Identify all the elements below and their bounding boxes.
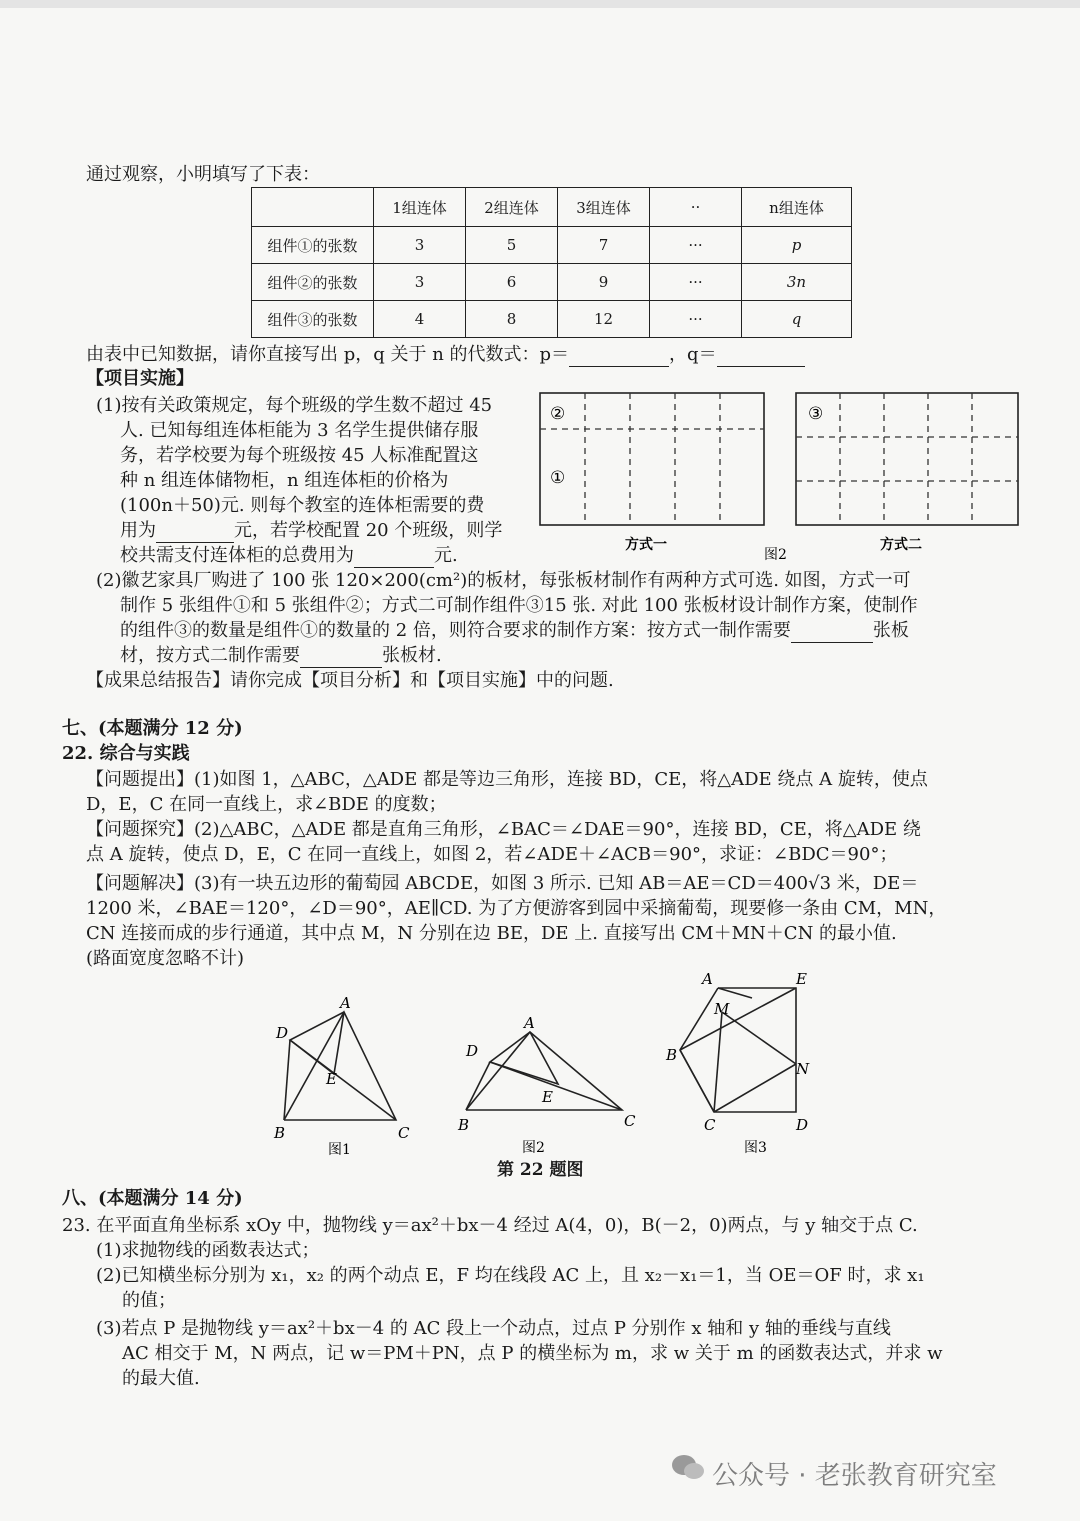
point-label: E [796, 970, 807, 988]
q23-line: (1)求抛物线的函数表达式； [96, 1240, 320, 1261]
impl1-text: 元. [434, 545, 458, 566]
impl2-text: 张板材. [382, 645, 442, 666]
impl2-text: 张板 [872, 620, 909, 641]
answer-blank [791, 624, 873, 643]
table-cell: 9 [558, 264, 650, 301]
table-cell: ··· [650, 264, 742, 301]
table-cell: ··· [650, 227, 742, 264]
answer-blank [354, 549, 434, 568]
table-row [252, 227, 852, 264]
point-label: E [542, 1088, 553, 1106]
table-row [252, 301, 852, 338]
table-cell: 组件②的张数 [252, 264, 374, 301]
table-cell: q [742, 301, 852, 338]
section-7-heading: 七、(本题满分 12 分) [62, 718, 243, 739]
table-cell: 7 [558, 227, 650, 264]
section-8-heading: 八、(本题满分 14 分) [62, 1188, 243, 1209]
figure-2-right-triangles [454, 1012, 644, 1182]
top-strip [0, 0, 1080, 8]
q23-line: 的值； [122, 1290, 176, 1311]
impl2-text: 材，按方式二制作需要 [120, 645, 300, 666]
impl2-text: 的组件③的数量是组件①的数量的 2 倍，则符合要求的制作方案：按方式一制作需要 [120, 620, 791, 641]
table-cell: 3 [374, 227, 466, 264]
table-cell: 3组连体 [558, 188, 650, 227]
impl1-line [120, 543, 458, 568]
table-cell: ··· [650, 301, 742, 338]
impl2-line: (2)徽艺家具厂购进了 100 张 120×200(cm²)的板材，每张板材制作有两种方式可选. 如图，方式一可 [96, 570, 911, 591]
table-cell: 2组连体 [466, 188, 558, 227]
impl1-line: (100n＋50)元. 则每个教室的连体柜需要的费 [120, 495, 485, 516]
table-cell: 3n [742, 264, 852, 301]
figure-3-pentagon-vineyard [662, 968, 832, 1158]
impl2-line [120, 618, 909, 643]
table-header-row [252, 188, 852, 227]
impl1-line: (1)按有关政策规定，每个班级的学生数不超过 45 [96, 395, 493, 416]
table-cell: ·· [650, 188, 742, 227]
point-label: B [666, 1046, 678, 1064]
point-label: M [714, 1000, 730, 1018]
answer-blank [156, 524, 234, 543]
impl1-line: 种 n 组连体储物柜，n 组连体柜的价格为 [120, 470, 449, 491]
fig2-caption: 图2 [764, 547, 787, 563]
table-cell: 组件③的张数 [252, 301, 374, 338]
impl1-text: 校共需支付连体柜的总费用为 [120, 545, 354, 566]
fig3-caption: 图3 [744, 1140, 767, 1156]
point-label: C [624, 1112, 636, 1130]
table-cell: 组件①的张数 [252, 227, 374, 264]
point-label: D [276, 1024, 289, 1042]
table-cell: n组连体 [742, 188, 852, 227]
point-label: C [398, 1124, 410, 1142]
q23-line: 的最大值. [122, 1368, 200, 1389]
point-label: N [796, 1060, 810, 1078]
wechat-logo-icon [670, 1452, 706, 1482]
impl1-text: 元，若学校配置 20 个班级，则学 [234, 520, 503, 541]
fig2-mark-3: ③ [808, 404, 824, 424]
fig2-label-method1: 方式一 [625, 537, 667, 553]
table-cell: 5 [466, 227, 558, 264]
q22-line: D，E，C 在同一直线上，求∠BDE 的度数； [86, 794, 447, 815]
summary-line: 【成果总结报告】请你完成【项目分析】和【项目实施】中的问题. [86, 670, 614, 691]
fig1-caption: 图1 [328, 1142, 351, 1158]
point-label: B [274, 1124, 286, 1142]
watermark-text: 公众号 · 老张教育研究室 [712, 1461, 997, 1491]
q23-line: (3)若点 P 是抛物线 y＝ax²＋bx－4 的 AC 段上一个动点，过点 P 分别作 x 轴和 y 轴的垂线与直线 [96, 1318, 891, 1339]
table-row [252, 264, 852, 301]
point-label: D [466, 1042, 479, 1060]
table-cell: 1组连体 [374, 188, 466, 227]
table-cell: 3 [374, 264, 466, 301]
impl1-text: 用为 [120, 520, 156, 541]
answer-blank [300, 649, 382, 668]
answer-blank-q [717, 348, 805, 367]
q23-line: (2)已知横坐标分别为 x₁，x₂ 的两个动点 E，F 均在线段 AC 上，且 x₂－x₁＝1，当 OE＝OF 时，求 x₁ [96, 1265, 925, 1286]
q22-line: 【问题提出】(1)如图 1，△ABC，△ADE 都是等边三角形，连接 BD，CE，将△ADE 绕点 A 旋转，使点 [86, 769, 928, 790]
impl1-line: 人. 已知每组连体柜能为 3 名学生提供储存服 [120, 420, 479, 441]
q22-line: 点 A 旋转，使点 D，E，C 在同一直线上，如图 2，若∠ADE＋∠ACB＝90°，求证：∠BDC＝90°； [86, 844, 898, 865]
fig2-mark-1: ① [550, 468, 566, 488]
fig2-mark-2: ② [550, 404, 566, 424]
impl2-line [120, 643, 442, 668]
q22-line: CN 连接而成的步行通道，其中点 M，N 分别在边 BE，DE 上. 直接写出 CM＋MN＋CN 的最小值. [86, 923, 897, 944]
point-label: A [524, 1014, 535, 1032]
point-label: A [340, 994, 351, 1012]
point-label: A [702, 970, 713, 988]
fig2-label-method2: 方式二 [880, 537, 922, 553]
q-prompt: ，q＝ [669, 344, 717, 365]
q23-line: AC 相交于 M，N 两点，记 w＝PM＋PN，点 P 的横坐标为 m，求 w 关于 m 的函数表达式，并求 w [122, 1343, 943, 1364]
fig2q22-caption: 图2 [522, 1140, 545, 1156]
impl1-line: 务，若学校要为每个班级按 45 人标准配置这 [120, 445, 479, 466]
q22-figure-caption: 第 22 题图 [497, 1160, 584, 1180]
pq-prompt: 由表中已知数据，请你直接写出 p，q 关于 n 的代数式：p＝ [86, 344, 570, 365]
q22-title: 22. 综合与实践 [62, 743, 190, 764]
q22-line: 【问题解决】(3)有一块五边形的葡萄园 ABCDE，如图 3 所示. 已知 AB＝AE＝CD＝400√3 米，DE＝ [86, 873, 919, 894]
table-cell: 4 [374, 301, 466, 338]
figure-2-cutting-methods [530, 385, 1050, 565]
point-label: C [704, 1116, 716, 1134]
pq-question [86, 342, 805, 367]
point-label: D [796, 1116, 809, 1134]
table-cell: p [742, 227, 852, 264]
point-label: B [458, 1116, 470, 1134]
q22-line: 【问题探究】(2)△ABC，△ADE 都是直角三角形，∠BAC＝∠DAE＝90°，连接 BD，CE，将△ADE 绕 [86, 819, 921, 840]
impl1-line [120, 518, 502, 543]
table-cell: 8 [466, 301, 558, 338]
q22-line: (路面宽度忽略不计) [86, 948, 245, 969]
q23-line: 23. 在平面直角坐标系 xOy 中，抛物线 y＝ax²＋bx－4 经过 A(4，0)，B(－2，0)两点，与 y 轴交于点 C. [62, 1215, 918, 1236]
answer-blank-p [569, 348, 669, 367]
figure-1-equilateral-triangles [268, 992, 418, 1162]
impl-heading: 【项目实施】 [86, 368, 194, 389]
table-cell [252, 188, 374, 227]
intro-text: 通过观察，小明填写了下表： [86, 164, 320, 185]
table-cell: 12 [558, 301, 650, 338]
q22-line: 1200 米，∠BAE＝120°，∠D＝90°，AE∥CD. 为了方便游客到园中采摘葡萄，现要修一条由 CM，MN， [86, 898, 947, 919]
observation-table [251, 187, 852, 338]
point-label: E [326, 1070, 337, 1088]
table-cell: 6 [466, 264, 558, 301]
impl2-line: 制作 5 张组件①和 5 张组件②；方式二可制作组件③15 张. 对此 100 张板材设计制作方案，使制作 [120, 595, 918, 616]
